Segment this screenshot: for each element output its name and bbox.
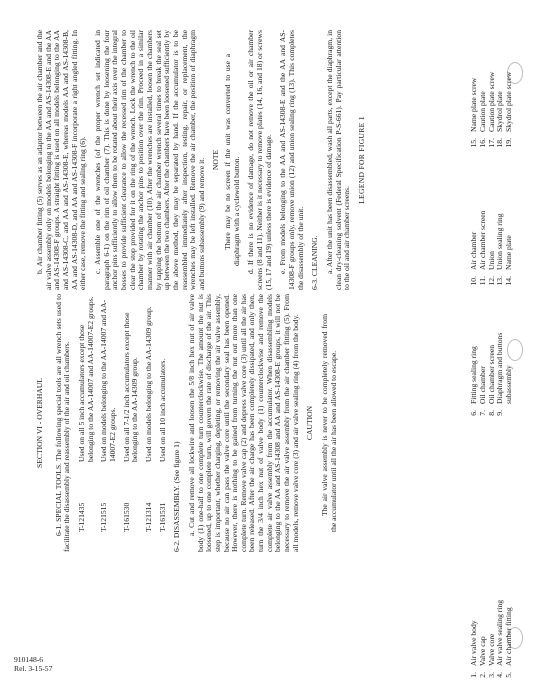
right-column (36, 30, 371, 290)
tool-code: T-121435 (76, 502, 86, 532)
left-column (36, 294, 344, 552)
legend-item: 4. Air valve sealing ring (495, 599, 505, 678)
note-title: NOTE (211, 149, 221, 171)
legend-item: subassembly (504, 365, 514, 404)
paragraph-6-2-a: a. Cut and remove all lockwire and loosen the 5/8 inch hex nut of air valve body (1) one-half to one complete turn counterclockwise. The amount the nut is loosened, up to one complete turn, will govern the rate of discharge of the air. This step is important, whether charging, depleting, or removing the air valve assembly, because no air can pass the valve core until the secondary seal has been opened. However, there is nothing to be gained from turning the nut out more than one complete turn. Remove valve cap (2) and depress valve core (3) until all the air has been released. After the air charge has been completely dissipated, and only then, turn the 3/4 inch hex nut of valve body (1) counterclockwise and remove the complete air valve assembly from the accumulator. When disassembling models belonging to the AA and AS-14308 and AA and AS-14308-E groups, it will not be necessary to remove the air valve assembly from the air chamber fitting (5). From all models, remove valve core (3) and air valve sealing ring (4) from the body. (186, 294, 300, 552)
caution-title: CAUTION (305, 405, 315, 441)
tool-code: T-121314 (143, 502, 153, 532)
tool-desc: Used on all 10 inch accumulators. (157, 358, 167, 462)
paragraph-6-3-heading: 6-3. CLEANING. (310, 235, 320, 290)
tool-desc: Used on models belonging to the AA-14309 group. (143, 306, 153, 462)
paragraph-6-2-d: d. If there is no evidence of damage, do not remove the oil or air chamber screens (8 and 11). Neither is it necessary to remove plates (14, 16, and 18) or screws (15, 17 and 19) unless there is evidence of damage. (246, 30, 273, 290)
paragraph-6-3-a: a. After the unit has been disassembled, wash all parts, except the diaphragm, in clean dry-cleaning solvent (Federal Specification P-S-661). Pay particular attention to the oil and air chamber screens. (325, 30, 352, 290)
legend-column (470, 333, 514, 424)
legend-item: 13. Union sealing ring (495, 213, 505, 286)
tool-list (78, 294, 167, 532)
paragraph-6-2-c: c. Assemble one of the wrenches (of the proper wrench set indicated in paragraph 6-1) on the rim of oil chamber (7). This is done by loosening the four anchor pins sufficiently to allow them to be rotated about their axis over the integral bosses to provide sufficient clearance to allow the recessed rim of the chamber to clear the stop provided for it on the ring of the wrench. Lock the wrench to the oil chamber by rotating the anchor pins to position over the rim. Proceed in a similar manner with air chamber (10). After the wrenches are installed, loosen the chambers by tapping the bottom of the air chamber wrench several times to break the seal set up between the two chambers. After the chambers have been loosened sufficiently by the above method, they may be separated by hand. If the accumulator is to be reassembled immediately after inspection, testing, repair, or replacement, the wrenches may be left installed. Remove the air chamber, the position of diaphragm and buttons subassembly (9) and remove it. (92, 30, 206, 290)
paragraph-6-1: 6-1. SPECIAL TOOLS. The following special tools are all wrench sets used to facilitate the disassembly and reassembly of the air and oil chambers. (53, 294, 72, 552)
legend-column (470, 211, 514, 290)
tool-row (123, 294, 140, 532)
legend-item: 17. Caution plate screw (486, 71, 496, 148)
tool-row (78, 294, 95, 532)
tool-code: T-161531 (157, 502, 167, 532)
section-title: SECTION VI - OVERHAUL (35, 378, 44, 468)
legend-item: 9. Diaphragm and buttons (495, 332, 505, 416)
legend-item: 6. Fitting sealing ring (469, 346, 478, 416)
legend-column (470, 72, 514, 152)
paragraph-6-2-heading: 6-2. DISASSEMBLY. (See figure 1) (172, 441, 182, 552)
legend-item: 16. Caution plate (477, 91, 487, 148)
tool-row (159, 294, 168, 532)
caution-text: The air valve assembly is never to be completely removed from the accumulator until all the air has been allowed to escape. (320, 314, 338, 532)
tool-code: T-121515 (99, 502, 109, 532)
legend-item: 18. Skydrol plate (495, 91, 505, 148)
legend-item: 10. Air chamber (469, 231, 478, 286)
legend-item: 5. Air chamber fitting (504, 607, 514, 678)
release-date: Rel. 3-15-57 (14, 664, 53, 674)
document-stamp (14, 655, 52, 673)
legend-item: 8. Oil chamber screen (486, 344, 496, 416)
legend-item: 3. Valve core (486, 633, 496, 678)
document-number: 910148-6 (14, 655, 44, 664)
note-text: There may be no screen if the unit was converted to use a diaphragm with a cyclewold button. (223, 54, 241, 266)
legend-item: 2. Valve cap (477, 636, 487, 678)
legend-item: 19. Skydrol plate screw (504, 71, 514, 148)
tool-desc: Used on models belonging to the AA-14007 and AA-14007-E2 groups. (99, 300, 117, 462)
legend-item: 11. Air chamber screen (477, 210, 487, 286)
paragraph-6-2-b: b. Air chamber fitting (5) serves as an adaptor between the air chamber and the air valve assembly only on models belonging to the AA and AS-14308-E and the AA and AS-14308-F groups. A straight fitting is used on all models belonging to the AA and AS-14308-C, and AA and AS-14308-E, whereas models AA and AS-14308-B, AA and AS-14308-D, and AA and AS-14308-F incorporate a right angled fitting. In either case, remove the fitting and sealing ring (6). (35, 30, 88, 290)
legend-title: LEGEND FOR FIGURE 1 (357, 116, 366, 204)
legend-item: 12. Union (486, 251, 496, 286)
legend-item: 14. Name plate (504, 235, 514, 286)
legend-item: 1. Air valve body (469, 620, 478, 678)
legend-column (470, 600, 514, 686)
paragraph-6-2-e: e. From models belonging to the AA and AS-14308-E and the AA and AS-14308-F groups only, remove union (12) and union sealing ring (13). This completes the disassembly of the unit. (278, 30, 305, 290)
legend-item: 7. Oil chamber (477, 366, 487, 416)
tool-row (145, 294, 154, 532)
legend-item: 15. Name plate screw (469, 77, 478, 148)
tool-desc: Used on all 5 inch accumulators except those belonging to the AA-14007 and AA-14007-E2 groups. (76, 296, 95, 462)
tool-row (100, 294, 117, 532)
tool-desc: Used on all 7-1/2 inch accumulators except those belonging to the AA-14309 group. (121, 312, 140, 462)
tool-code: T-161530 (121, 502, 131, 532)
